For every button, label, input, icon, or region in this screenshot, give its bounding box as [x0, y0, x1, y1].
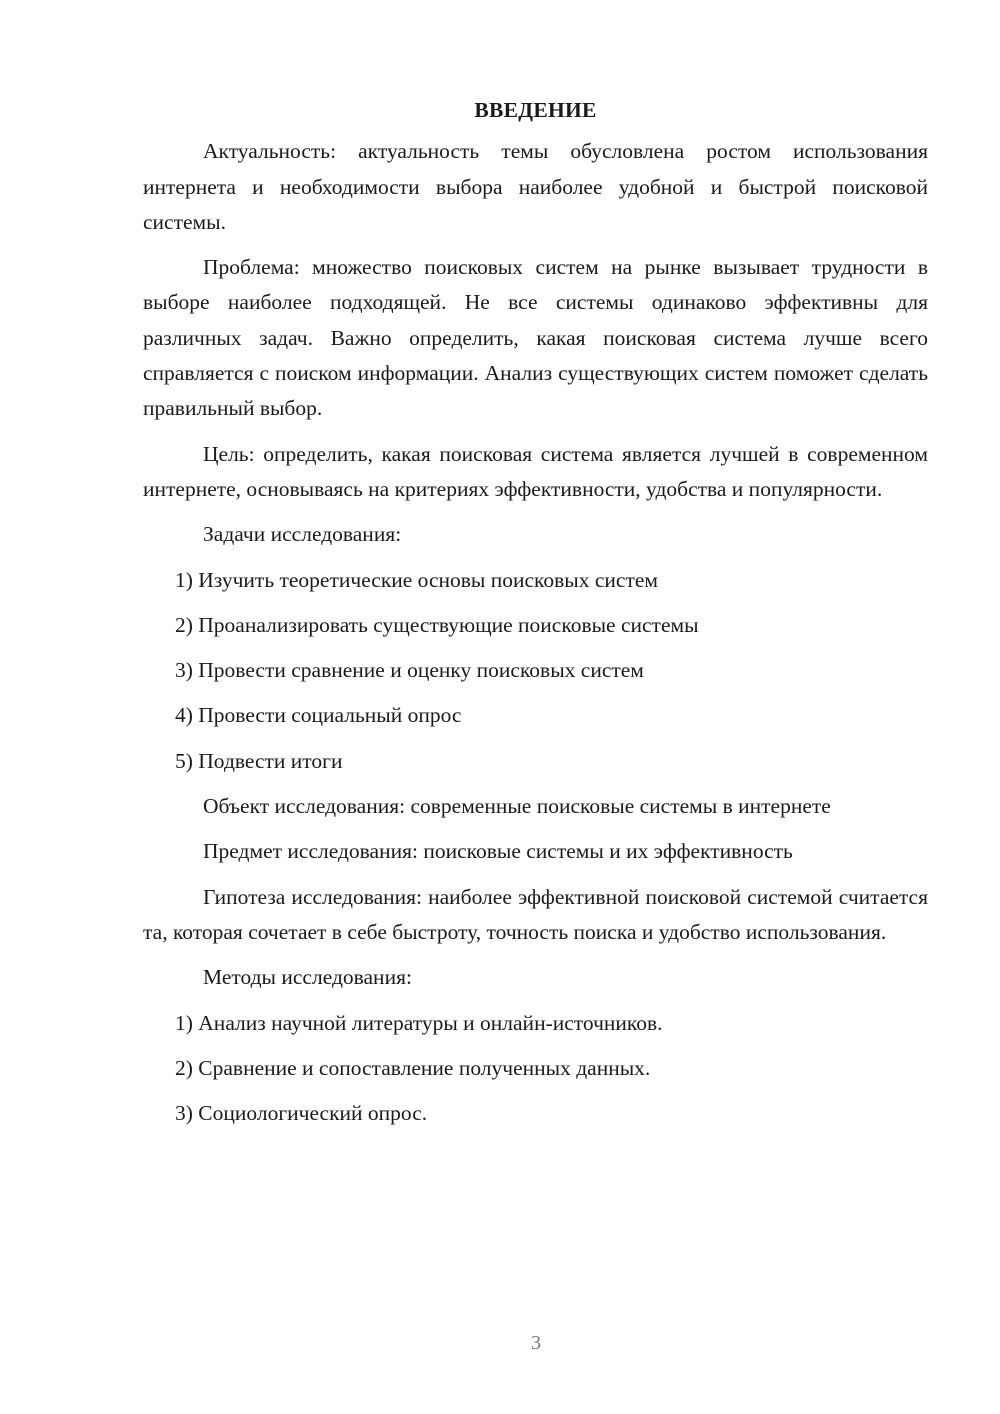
method-item: 2) Сравнение и сопоставление полученных данных.: [175, 1055, 651, 1080]
section-heading: ВВЕДЕНИЕ: [474, 98, 597, 122]
method-item: 1) Анализ научной литературы и онлайн-источников.: [175, 1010, 663, 1035]
task-item: 2) Проанализировать существующие поисковые системы: [175, 612, 699, 637]
actuality-paragraph: Актуальность: актуальность темы обусловлена ростом использования интернета и необходимости выбора наиболее удобной и быстрой поисковой системы.: [143, 139, 928, 234]
tasks-list: [143, 563, 928, 779]
hypothesis-paragraph: Гипотеза исследования: наиболее эффективной поисковой системой считается та, которая сочетает в себе быстроту, точность поиска и удобство использования.: [143, 884, 928, 944]
goal-paragraph: Цель: определить, какая поисковая система является лучшей в современном интернете, основываясь на критериях эффективности, удобства и популярности.: [143, 441, 928, 501]
methods-list: [143, 1006, 928, 1132]
task-item: 1) Изучить теоретические основы поисковых систем: [175, 567, 659, 592]
method-item: 3) Социологический опрос.: [175, 1101, 428, 1126]
task-item: 5) Подвести итоги: [175, 748, 343, 773]
subject-line: Предмет исследования: поисковые системы и их эффективность: [203, 839, 793, 864]
object-line: Объект исследования: современные поисковые системы в интернете: [203, 794, 831, 819]
task-item: 4) Провести социальный опрос: [175, 703, 462, 728]
problem-paragraph: Проблема: множество поисковых систем на рынке вызывает трудности в выборе наиболее подходящей. Не все системы одинаково эффективны для различных задач. Важно определить, какая поисковая система лучше всего справляется с поиском информации. Анализ существующих систем поможет сделать правильный выбор.: [143, 255, 928, 421]
page-content: [143, 93, 928, 1141]
tasks-label: Задачи исследования:: [203, 522, 402, 547]
methods-label: Методы исследования:: [203, 965, 412, 990]
page-number: 3: [531, 1332, 541, 1354]
task-item: 3) Провести сравнение и оценку поисковых систем: [175, 658, 644, 683]
